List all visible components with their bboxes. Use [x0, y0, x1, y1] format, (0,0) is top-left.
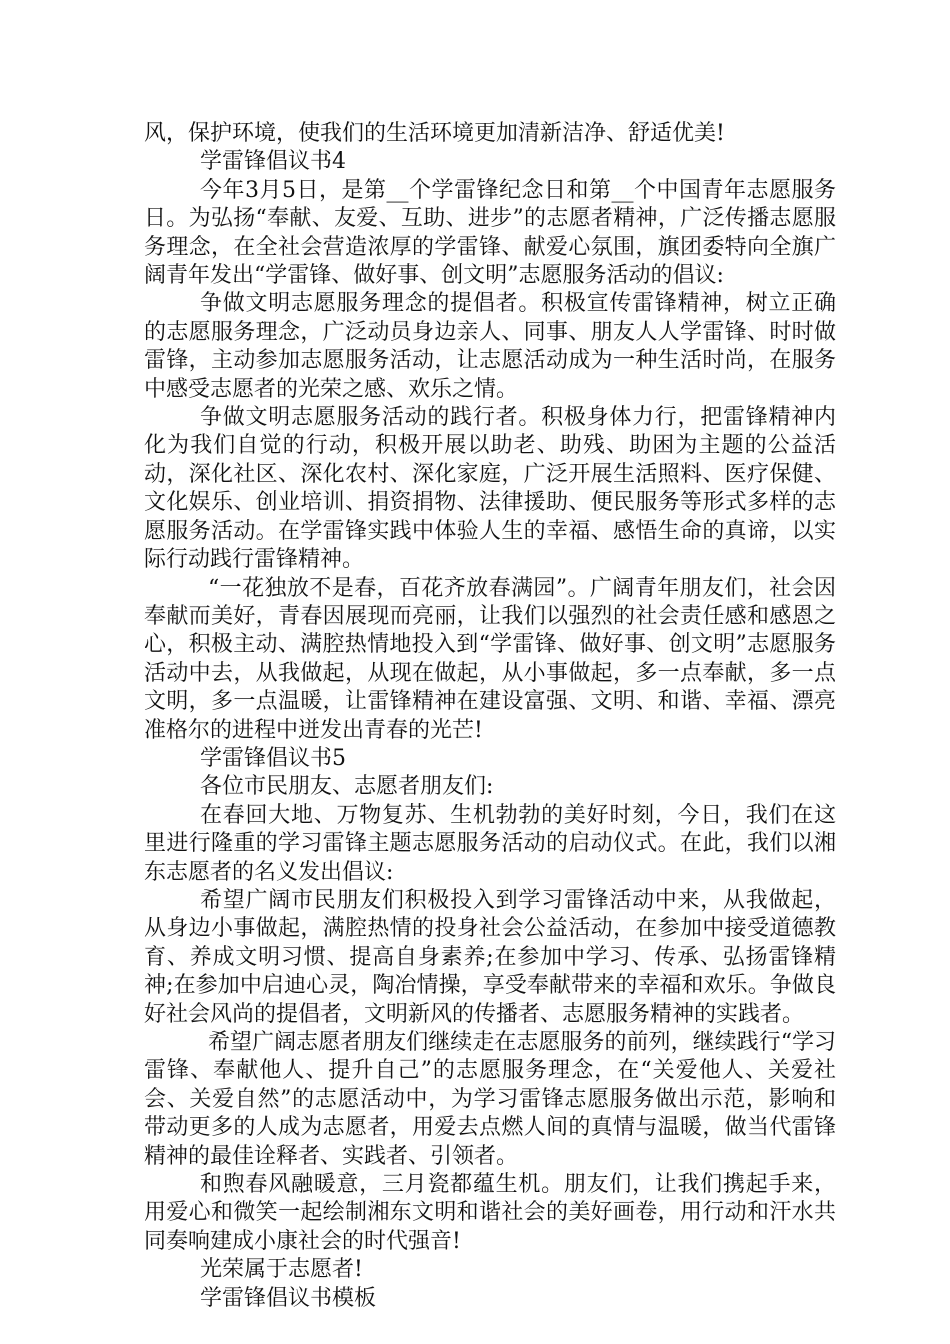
- paragraph: 希望广阔志愿者朋友们继续走在志愿服务的前列，继续践行“学习雷锋、奉献他人、提升自己”的志愿服务理念，在“关爱他人、关爱社会、关爱自然”的志愿活动中，为学习雷锋志愿服务做出示范，影响和带动更多的人成为志愿者，用爱去点燃人间的真情与温暖，做当代雷锋精神的最佳诠释者、实践者、引领者。: [144, 1030, 836, 1169]
- paragraph: 和煦春风融暖意，三月瓷都蕴生机。朋友们，让我们携起手来，用爱心和微笑一起绘制湘东文明和谐社会的美好画卷，用行动和汗水共同奏响建成小康社会的时代强音!: [144, 1172, 836, 1254]
- paragraph-quote: “一花独放不是春，百花齐放春满园”。广阔青年朋友们，社会因奉献而美好，青春因展现而亮丽，让我们以强烈的社会责任感和感恩之心，积极主动、满腔热情地投入到“学雷锋、做好事、创文明”志愿服务活动中去，从我做起，从现在做起，从小事做起，多一点奉献，多一点文明，多一点温暖，让雷锋精神在建设富强、文明、和谐、幸福、漂亮准格尔的进程中迸发出青春的光芒!: [144, 575, 836, 743]
- section-heading-template: 学雷锋倡议书模板: [200, 1285, 377, 1311]
- paragraph: 在春回大地、万物复苏、生机勃勃的美好时刻，今日，我们在这里进行隆重的学习雷锋主题志愿服务活动的启动仪式。在此，我们以湘东志愿者的名义发出倡议:: [144, 802, 836, 885]
- paragraph: 争做文明志愿服务活动的践行者。积极身体力行，把雷锋精神内化为我们自觉的行动，积极开展以助老、助残、助困为主题的公益活动，深化社区、深化农村、深化家庭，广泛开展生活照料、医疗保健、文化娱乐、创业培训、捐资捐物、法律援助、便民服务等形式多样的志愿服务活动。在学雷锋实践中体验人生的幸福、感悟生命的真谛，以实际行动践行雷锋精神。: [144, 405, 836, 573]
- paragraph-closing-line: 风，保护环境，使我们的生活环境更加清新洁净、舒适优美!: [144, 121, 725, 146]
- paragraph: 希望广阔市民朋友们积极投入到学习雷锋活动中来，从我做起，从身边小事做起，满腔热情的投身社会公益活动，在参加中接受道德教育、养成文明习惯、提高自身素养;在参加中学习、传承、弘扬雷锋精神;在参加中启迪心灵，陶冶情操，享受奉献带来的幸福和欢乐。争做良好社会风尚的提倡者，文明新风的传播者、志愿服务精神的实践者。: [144, 887, 836, 1027]
- paragraph: 争做文明志愿服务理念的提倡者。积极宣传雷锋精神，树立正确的志愿服务理念，广泛动员身边亲人、同事、朋友人人学雷锋、时时做雷锋，主动参加志愿服务活动，让志愿活动成为一种生活时尚，在服务中感受志愿者的光荣之感、欢乐之情。: [144, 291, 836, 402]
- slogan-line: 光荣属于志愿者!: [200, 1257, 363, 1283]
- document-body: [144, 120, 836, 1313]
- salutation: 各位市民朋友、志愿者朋友们:: [200, 774, 494, 800]
- section-heading-5: 学雷锋倡议书5: [200, 745, 346, 771]
- paragraph: 今年3月5日，是第__个学雷锋纪念日和第__个中国青年志愿服务日。为弘扬“奉献、友爱、互助、进步”的志愿者精神，广泛传播志愿服务理念，在全社会营造浓厚的学雷锋、献爱心氛围，旗团委特向全旗广阔青年发出“学雷锋、做好事、创文明”志愿服务活动的倡议:: [144, 177, 836, 289]
- section-heading-4: 学雷锋倡议书4: [200, 149, 346, 175]
